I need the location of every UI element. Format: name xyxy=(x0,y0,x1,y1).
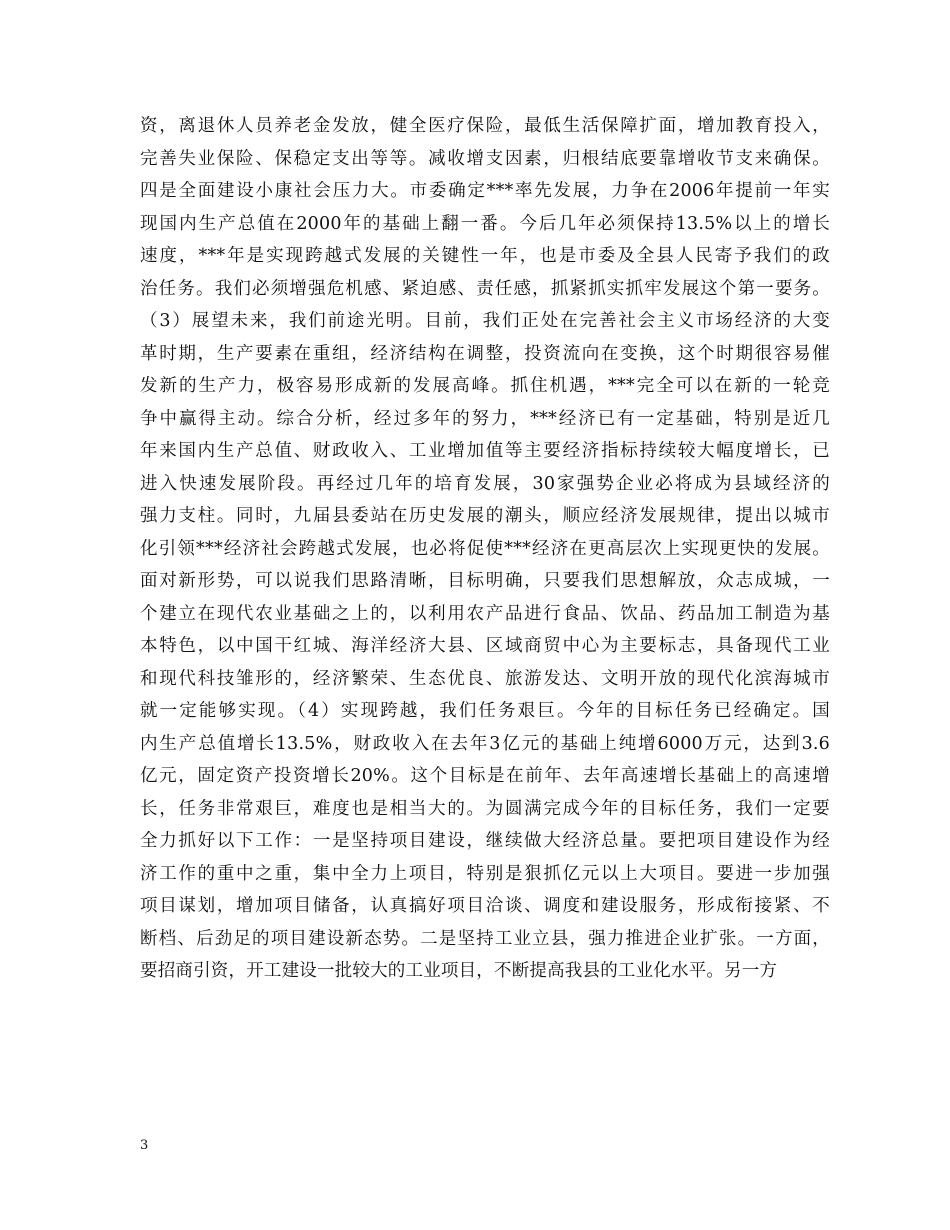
text-line: 济工作的重中之重，集中全力上项目，特别是狠抓亿元以上大项目。要进一步加强 xyxy=(140,863,830,884)
text-line: 断档、后劲足的项目建设新态势。二是坚持工业立县，强力推进企业扩张。一方面， xyxy=(140,928,830,949)
text-line: 年来国内生产总值、财政收入、工业增加值等主要经济指标持续较大幅度增长，已 xyxy=(140,441,830,461)
page-number: 3 xyxy=(140,1138,149,1153)
text-line: 争中赢得主动。综合分析，经过多年的努力，***经济已有一定基础，特别是近几 xyxy=(140,408,830,429)
text-line: 革时期，生产要素在重组，经济结构在调整，投资流向在变换，这个时期很容易催 xyxy=(140,343,830,364)
text-line: 进入快速发展阶段。再经过几年的培育发展，30家强势企业必将成为县域经济的 xyxy=(140,473,830,494)
text-line: 四是全面建设小康社会压力大。市委确定***率先发展，力争在2006年提前一年实 xyxy=(140,181,830,201)
text-line: 内生产总值增长13.5%，财政收入在去年3亿元的基础上纯增6000万元，达到3.6 xyxy=(140,733,830,754)
text-line: 要招商引资，开工建设一批较大的工业项目，不断提高我县的工业化水平。另一方 xyxy=(140,961,778,981)
text-line: 面对新形势，可以说我们思路清晰，目标明确，只要我们思想解放，众志成城，一 xyxy=(140,571,830,591)
text-line: 资，离退休人员养老金发放，健全医疗保险，最低生活保障扩面，增加教育投入， xyxy=(140,116,830,136)
text-line: 速度，***年是实现跨越式发展的关键性一年，也是市委及全县人民寄予我们的政 xyxy=(140,246,830,266)
text-line: 治任务。我们必须增强危机感、紧迫感、责任感，抓紧抓实抓牢发展这个第一要务。 xyxy=(140,278,830,299)
text-line: 强力支柱。同时，九届县委站在历史发展的潮头，顺应经济发展规律，提出以城市 xyxy=(140,506,830,526)
text-line: 个建立在现代农业基础之上的，以利用农产品进行食品、饮品、药品加工制造为基 xyxy=(140,603,830,624)
text-line: 发新的生产力，极容易形成新的发展高峰。抓住机遇，***完全可以在新的一轮竞 xyxy=(140,376,830,396)
text-line: 长，任务非常艰巨，难度也是相当大的。为圆满完成今年的目标任务，我们一定要 xyxy=(140,798,830,819)
text-line: 亿元，固定资产投资增长20%。这个目标是在前年、去年高速增长基础上的高速增 xyxy=(140,766,830,786)
text-line: 化引领***经济社会跨越式发展，也必将促使***经济在更高层次上实现更快的发展。 xyxy=(140,538,830,559)
text-line: 本特色，以中国干红城、海洋经济大县、区域商贸中心为主要标志，具备现代工业 xyxy=(140,636,830,656)
text-line: 现国内生产总值在2000年的基础上翻一番。今后几年必须保持13.5%以上的增长 xyxy=(140,213,830,234)
text-line: 就一定能够实现。（4）实现跨越，我们任务艰巨。今年的目标任务已经确定。国 xyxy=(140,701,830,721)
text-line: 项目谋划，增加项目储备，认真搞好项目洽谈、调度和建设服务，形成衔接紧、不 xyxy=(140,896,830,916)
text-line: 完善失业保险、保稳定支出等等。减收增支因素，归根结底要靠增收节支来确保。 xyxy=(140,148,830,169)
text-line: （3）展望未来，我们前途光明。目前，我们正处在完善社会主义市场经济的大变 xyxy=(140,311,830,331)
text-line: 全力抓好以下工作：一是坚持项目建设，继续做大经济总量。要把项目建设作为经 xyxy=(140,831,830,851)
body-text xyxy=(140,110,830,988)
text-line: 和现代科技雏形的，经济繁荣、生态优良、旅游发达、文明开放的现代化滨海城市 xyxy=(140,668,830,689)
